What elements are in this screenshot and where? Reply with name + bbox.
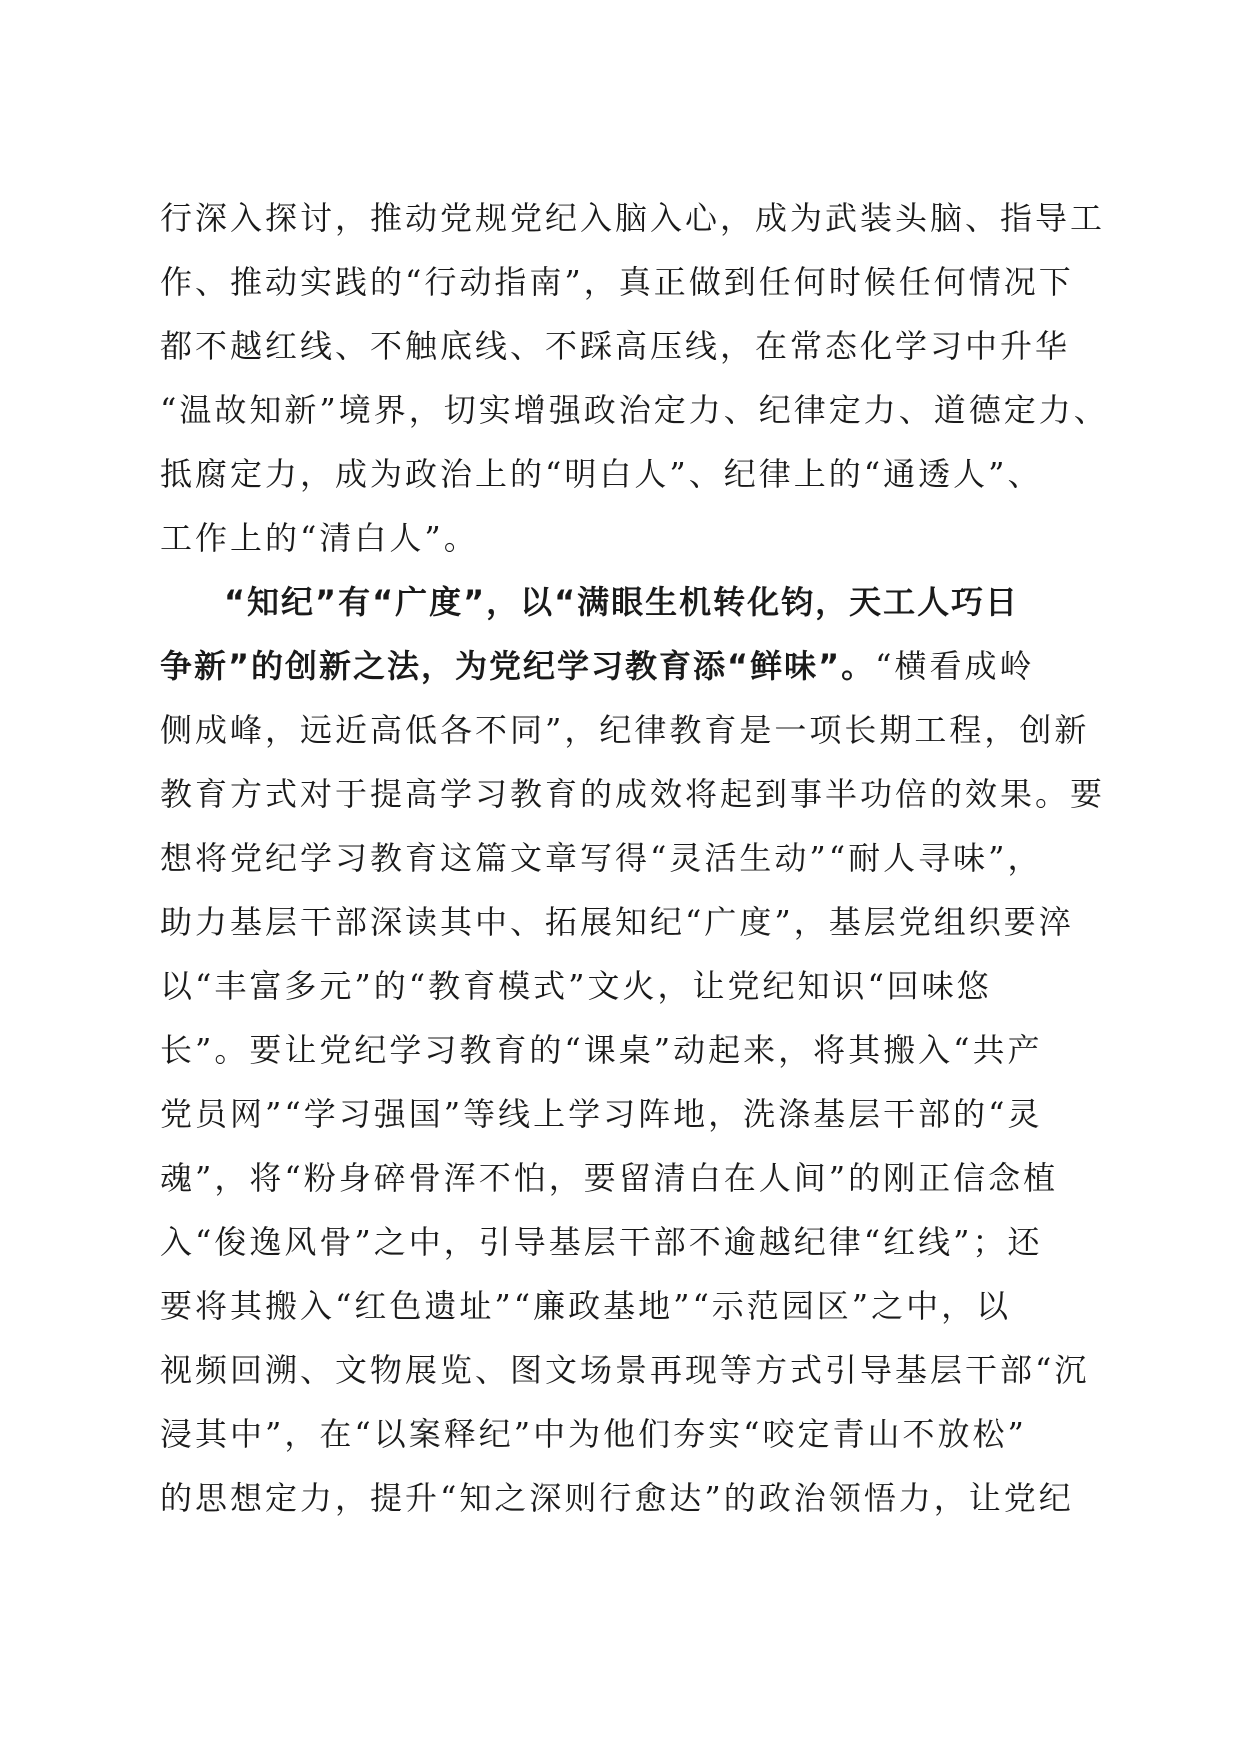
text-line: 要将其搬入“红色遗址”“廉政基地”“示范园区”之中，以 [160,1287,1012,1325]
text-line: 教育方式对于提高学习教育的成效将起到事半功倍的效果。要 [160,775,1106,813]
text-line: 入“俊逸风骨”之中，引导基层干部不逾越纪律“红线”；还 [160,1223,1043,1261]
paragraph-heading-line: “知纪”有“广度”，以“满眼生机转化钧，天工人巧日 [224,583,1020,621]
text-line: 长”。要让党纪学习教育的“课桌”动起来，将其搬入“共产 [160,1031,1043,1069]
text-line: 以“丰富多元”的“教育模式”文火，让党纪知识“回味悠 [160,967,992,1005]
text-line: 视频回溯、文物展览、图文场景再现等方式引导基层干部“沉 [160,1351,1090,1389]
text-line: 都不越红线、不触底线、不踩高压线，在常态化学习中升华 [160,327,1071,365]
text-line: 的思想定力，提升“知之深则行愈达”的政治领悟力，让党纪 [160,1479,1074,1517]
text-line: 魂”，将“粉身碎骨浑不怕，要留清白在人间”的刚正信念植 [160,1159,1059,1197]
text-line: 浸其中”，在“以案释纪”中为他们夯实“咬定青山不放松” [160,1415,1027,1453]
text-segment: “横看成岭 [875,647,1035,685]
paragraph-zhiji-guangdu [160,570,1106,1530]
paragraph-continued [160,186,1109,570]
text-line: 作、推动实践的“行动指南”，真正做到任何时候任何情况下 [160,263,1074,301]
text-line: “温故知新”境界，切实增强政治定力、纪律定力、道德定力、 [160,391,1109,429]
paragraph-heading-tail: 争新”的创新之法，为党纪学习教育添“鲜味”。 [160,647,876,685]
text-line: 助力基层干部深读其中、拓展知纪“广度”，基层党组织要淬 [160,903,1074,941]
text-line: 抵腐定力，成为政治上的“明白人”、纪律上的“通透人”、 [160,455,1043,493]
text-line-mixed [160,634,1100,698]
text-line: 想将党纪学习教育这篇文章写得“灵活生动”“耐人寻味”， [160,839,1043,877]
text-line: 行深入探讨，推动党规党纪入脑入心，成为武装头脑、指导工 [160,199,1106,237]
text-line: 侧成峰，远近高低各不同”，纪律教育是一项长期工程，创新 [160,711,1090,749]
text-line: 党员网”“学习强国”等线上学习阵地，洗涤基层干部的“灵 [160,1095,1043,1133]
text-line: 工作上的“清白人”。 [160,519,479,557]
